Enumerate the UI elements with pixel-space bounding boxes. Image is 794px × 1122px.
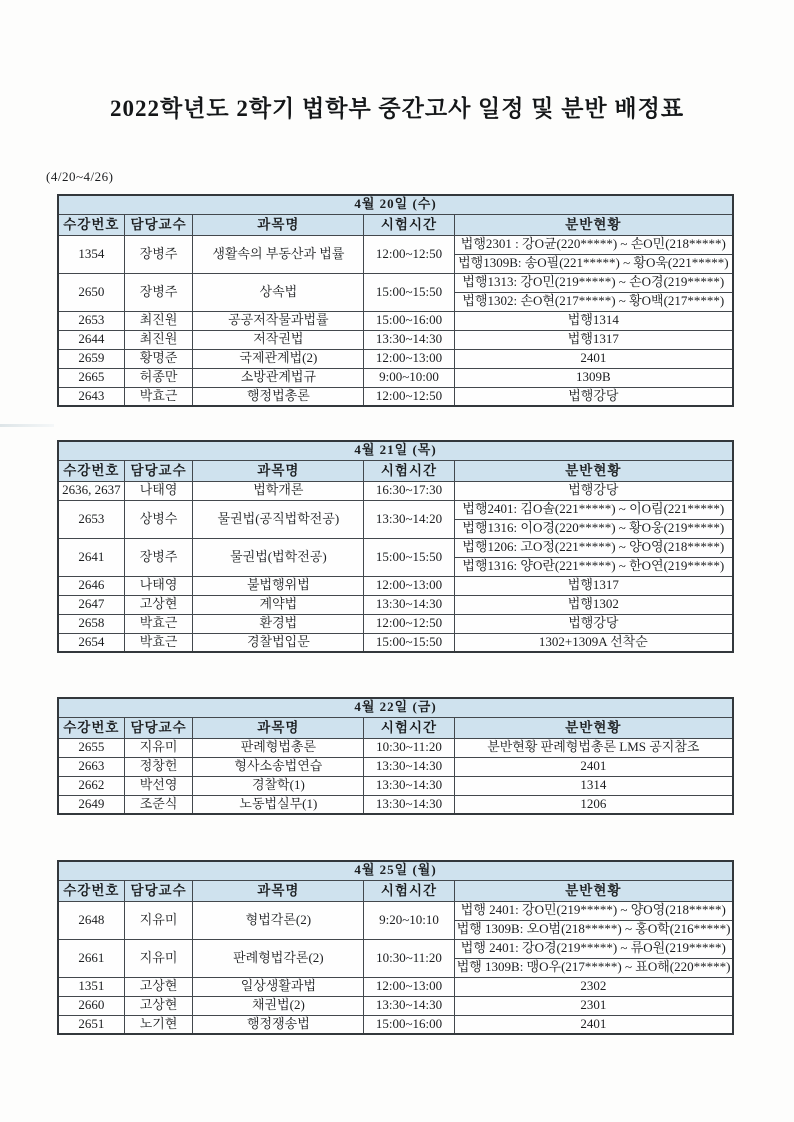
table-row (58, 939, 733, 958)
assignment-cell: 법행1317 (454, 330, 733, 349)
subject-cell: 공공저작물과법률 (193, 311, 364, 330)
column-header: 시험시간 (364, 717, 454, 738)
table-row (58, 996, 733, 1015)
table-date-row (58, 195, 733, 214)
course-no-cell: 2655 (58, 738, 124, 757)
assignment-cell: 법행2301 : 강O균(220*****) ~ 손O민(218*****) (454, 235, 733, 254)
assignment-cell: 2301 (454, 996, 733, 1015)
time-cell: 13:30~14:30 (364, 330, 454, 349)
professor-cell: 최진원 (124, 311, 193, 330)
subject-cell: 생활속의 부동산과 법률 (193, 235, 364, 273)
professor-cell: 장병주 (124, 273, 193, 311)
course-no-cell: 1354 (58, 235, 124, 273)
course-no-cell: 2649 (58, 795, 124, 814)
subject-cell: 행정쟁송법 (193, 1015, 364, 1034)
assignment-cell: 2401 (454, 349, 733, 368)
table-row (58, 500, 733, 519)
exam-schedule-table (57, 697, 734, 815)
column-header: 담당교수 (124, 880, 193, 901)
course-no-cell: 2641 (58, 538, 124, 576)
column-header: 수강번호 (58, 717, 124, 738)
time-cell: 13:30~14:30 (364, 996, 454, 1015)
assignment-cell: 법행1302: 손O현(217*****) ~ 황O백(217*****) (454, 292, 733, 311)
table-date-row (58, 441, 733, 460)
subject-cell: 물권법(법학전공) (193, 538, 364, 576)
time-cell: 12:00~12:50 (364, 614, 454, 633)
column-header: 수강번호 (58, 880, 124, 901)
time-cell: 12:00~12:50 (364, 235, 454, 273)
table-header-row (58, 717, 733, 738)
table-row (58, 481, 733, 500)
table-row (58, 595, 733, 614)
professor-cell: 장병주 (124, 538, 193, 576)
assignment-cell: 법행1314 (454, 311, 733, 330)
time-cell: 9:00~10:00 (364, 368, 454, 387)
table-row (58, 538, 733, 557)
table-row (58, 977, 733, 996)
time-cell: 12:00~13:00 (364, 977, 454, 996)
course-no-cell: 2650 (58, 273, 124, 311)
course-no-cell: 2636, 2637 (58, 481, 124, 500)
subject-cell: 판례형법각론(2) (193, 939, 364, 977)
time-cell: 15:00~15:50 (364, 633, 454, 652)
course-no-cell: 2653 (58, 500, 124, 538)
subject-cell: 저작권법 (193, 330, 364, 349)
assignment-cell: 1206 (454, 795, 733, 814)
course-no-cell: 1351 (58, 977, 124, 996)
professor-cell: 황명준 (124, 349, 193, 368)
table-row (58, 235, 733, 254)
exam-schedule-table (57, 860, 734, 1035)
column-header: 과목명 (193, 717, 364, 738)
assignment-cell: 2401 (454, 1015, 733, 1034)
column-header: 담당교수 (124, 460, 193, 481)
assignment-cell: 1302+1309A 선착순 (454, 633, 733, 652)
table-row (58, 273, 733, 292)
assignment-cell: 법행1302 (454, 595, 733, 614)
professor-cell: 정창헌 (124, 757, 193, 776)
time-cell: 13:30~14:30 (364, 595, 454, 614)
exam-period-range: (4/20~4/26) (46, 169, 114, 184)
assignment-cell: 법행1316: 이O경(220*****) ~ 황O웅(219*****) (454, 519, 733, 538)
time-cell: 15:00~15:50 (364, 273, 454, 311)
time-cell: 12:00~13:00 (364, 349, 454, 368)
course-no-cell: 2654 (58, 633, 124, 652)
subject-cell: 형법각론(2) (193, 901, 364, 939)
course-no-cell: 2659 (58, 349, 124, 368)
assignment-cell: 법행1206: 고O정(221*****) ~ 양O영(218*****) (454, 538, 733, 557)
course-no-cell: 2651 (58, 1015, 124, 1034)
time-cell: 15:00~16:00 (364, 311, 454, 330)
time-cell: 15:00~16:00 (364, 1015, 454, 1034)
column-header: 담당교수 (124, 717, 193, 738)
table-header-row (58, 880, 733, 901)
assignment-cell: 법행1317 (454, 576, 733, 595)
subject-cell: 형사소송법연습 (193, 757, 364, 776)
time-cell: 13:30~14:30 (364, 776, 454, 795)
assignment-cell: 법행 1309B: 오O범(218*****) ~ 홍O학(216*****) (454, 920, 733, 939)
course-no-cell: 2643 (58, 387, 124, 406)
professor-cell: 장병주 (124, 235, 193, 273)
subject-cell: 국제관계법(2) (193, 349, 364, 368)
table-row (58, 901, 733, 920)
subject-cell: 노동법실무(1) (193, 795, 364, 814)
table-row (58, 1015, 733, 1034)
course-no-cell: 2644 (58, 330, 124, 349)
column-header: 과목명 (193, 214, 364, 235)
time-cell: 15:00~15:50 (364, 538, 454, 576)
time-cell: 12:00~12:50 (364, 387, 454, 406)
table-row (58, 633, 733, 652)
subject-cell: 채권법(2) (193, 996, 364, 1015)
professor-cell: 상병수 (124, 500, 193, 538)
subject-cell: 법학개론 (193, 481, 364, 500)
course-no-cell: 2647 (58, 595, 124, 614)
course-no-cell: 2653 (58, 311, 124, 330)
subject-cell: 상속법 (193, 273, 364, 311)
course-no-cell: 2665 (58, 368, 124, 387)
time-cell: 13:30~14:30 (364, 795, 454, 814)
course-no-cell: 2648 (58, 901, 124, 939)
table-row (58, 738, 733, 757)
table-date-row (58, 698, 733, 717)
subject-cell: 행정법총론 (193, 387, 364, 406)
column-header: 과목명 (193, 880, 364, 901)
assignment-cell: 법행 1309B: 맹O우(217*****) ~ 표O해(220*****) (454, 958, 733, 977)
course-no-cell: 2660 (58, 996, 124, 1015)
professor-cell: 고상현 (124, 977, 193, 996)
time-cell: 10:30~11:20 (364, 939, 454, 977)
assignment-cell: 1309B (454, 368, 733, 387)
subject-cell: 판례형법총론 (193, 738, 364, 757)
table-date-title: 4월 22일 (금) (58, 698, 733, 717)
professor-cell: 노기현 (124, 1015, 193, 1034)
table-row (58, 311, 733, 330)
column-header: 담당교수 (124, 214, 193, 235)
subject-cell: 경찰법입문 (193, 633, 364, 652)
assignment-cell: 법행1309B: 송O필(221*****) ~ 황O욱(221*****) (454, 254, 733, 273)
assignment-cell: 1314 (454, 776, 733, 795)
table-row (58, 349, 733, 368)
column-header: 분반현황 (454, 717, 733, 738)
assignment-cell: 법행강당 (454, 614, 733, 633)
assignment-cell: 법행1316: 양O란(221*****) ~ 한O연(219*****) (454, 557, 733, 576)
column-header: 분반현황 (454, 214, 733, 235)
subject-cell: 소방관계법규 (193, 368, 364, 387)
time-cell: 12:00~13:00 (364, 576, 454, 595)
professor-cell: 나태영 (124, 576, 193, 595)
assignment-cell: 분반현황 판례형법총론 LMS 공지참조 (454, 738, 733, 757)
table-row (58, 776, 733, 795)
subject-cell: 물권법(공직법학전공) (193, 500, 364, 538)
professor-cell: 나태영 (124, 481, 193, 500)
table-date-title: 4월 25일 (월) (58, 861, 733, 880)
table-row (58, 576, 733, 595)
table-header-row (58, 460, 733, 481)
subject-cell: 불법행위법 (193, 576, 364, 595)
table-date-title: 4월 21일 (목) (58, 441, 733, 460)
time-cell: 16:30~17:30 (364, 481, 454, 500)
professor-cell: 박효근 (124, 387, 193, 406)
course-no-cell: 2646 (58, 576, 124, 595)
document-title: 2022학년도 2학기 법학부 중간고사 일정 및 분반 배정표 (109, 96, 685, 121)
course-no-cell: 2662 (58, 776, 124, 795)
professor-cell: 박효근 (124, 614, 193, 633)
assignment-cell: 법행2401: 김O솔(221*****) ~ 이O림(221*****) (454, 500, 733, 519)
professor-cell: 고상현 (124, 595, 193, 614)
column-header: 분반현황 (454, 460, 733, 481)
column-header: 시험시간 (364, 460, 454, 481)
column-header: 시험시간 (364, 880, 454, 901)
assignment-cell: 법행1313: 강O민(219*****) ~ 손O경(219*****) (454, 273, 733, 292)
table-date-row (58, 861, 733, 880)
professor-cell: 박선영 (124, 776, 193, 795)
subject-cell: 환경법 (193, 614, 364, 633)
tables-container (0, 194, 794, 1035)
column-header: 시험시간 (364, 214, 454, 235)
course-no-cell: 2661 (58, 939, 124, 977)
professor-cell: 지유미 (124, 901, 193, 939)
assignment-cell: 2302 (454, 977, 733, 996)
table-row (58, 795, 733, 814)
table-date-title: 4월 20일 (수) (58, 195, 733, 214)
table-header-row (58, 214, 733, 235)
table-row (58, 757, 733, 776)
time-cell: 13:30~14:20 (364, 500, 454, 538)
assignment-cell: 법행강당 (454, 481, 733, 500)
subject-cell: 계약법 (193, 595, 364, 614)
subject-cell: 경찰학(1) (193, 776, 364, 795)
professor-cell: 박효근 (124, 633, 193, 652)
course-no-cell: 2663 (58, 757, 124, 776)
table-row (58, 330, 733, 349)
course-no-cell: 2658 (58, 614, 124, 633)
assignment-cell: 법행 2401: 강O민(219*****) ~ 양O영(218*****) (454, 901, 733, 920)
professor-cell: 조준식 (124, 795, 193, 814)
professor-cell: 고상현 (124, 996, 193, 1015)
professor-cell: 허종만 (124, 368, 193, 387)
scan-artifact (0, 424, 54, 427)
column-header: 과목명 (193, 460, 364, 481)
table-row (58, 614, 733, 633)
column-header: 분반현황 (454, 880, 733, 901)
subject-cell: 일상생활과법 (193, 977, 364, 996)
assignment-cell: 2401 (454, 757, 733, 776)
exam-schedule-table (57, 194, 734, 407)
time-cell: 13:30~14:30 (364, 757, 454, 776)
table-row (58, 368, 733, 387)
table-row (58, 387, 733, 406)
exam-schedule-table (57, 440, 734, 653)
column-header: 수강번호 (58, 460, 124, 481)
professor-cell: 최진원 (124, 330, 193, 349)
time-cell: 9:20~10:10 (364, 901, 454, 939)
assignment-cell: 법행 2401: 강O경(219*****) ~ 류O원(219*****) (454, 939, 733, 958)
professor-cell: 지유미 (124, 738, 193, 757)
assignment-cell: 법행강당 (454, 387, 733, 406)
professor-cell: 지유미 (124, 939, 193, 977)
time-cell: 10:30~11:20 (364, 738, 454, 757)
column-header: 수강번호 (58, 214, 124, 235)
